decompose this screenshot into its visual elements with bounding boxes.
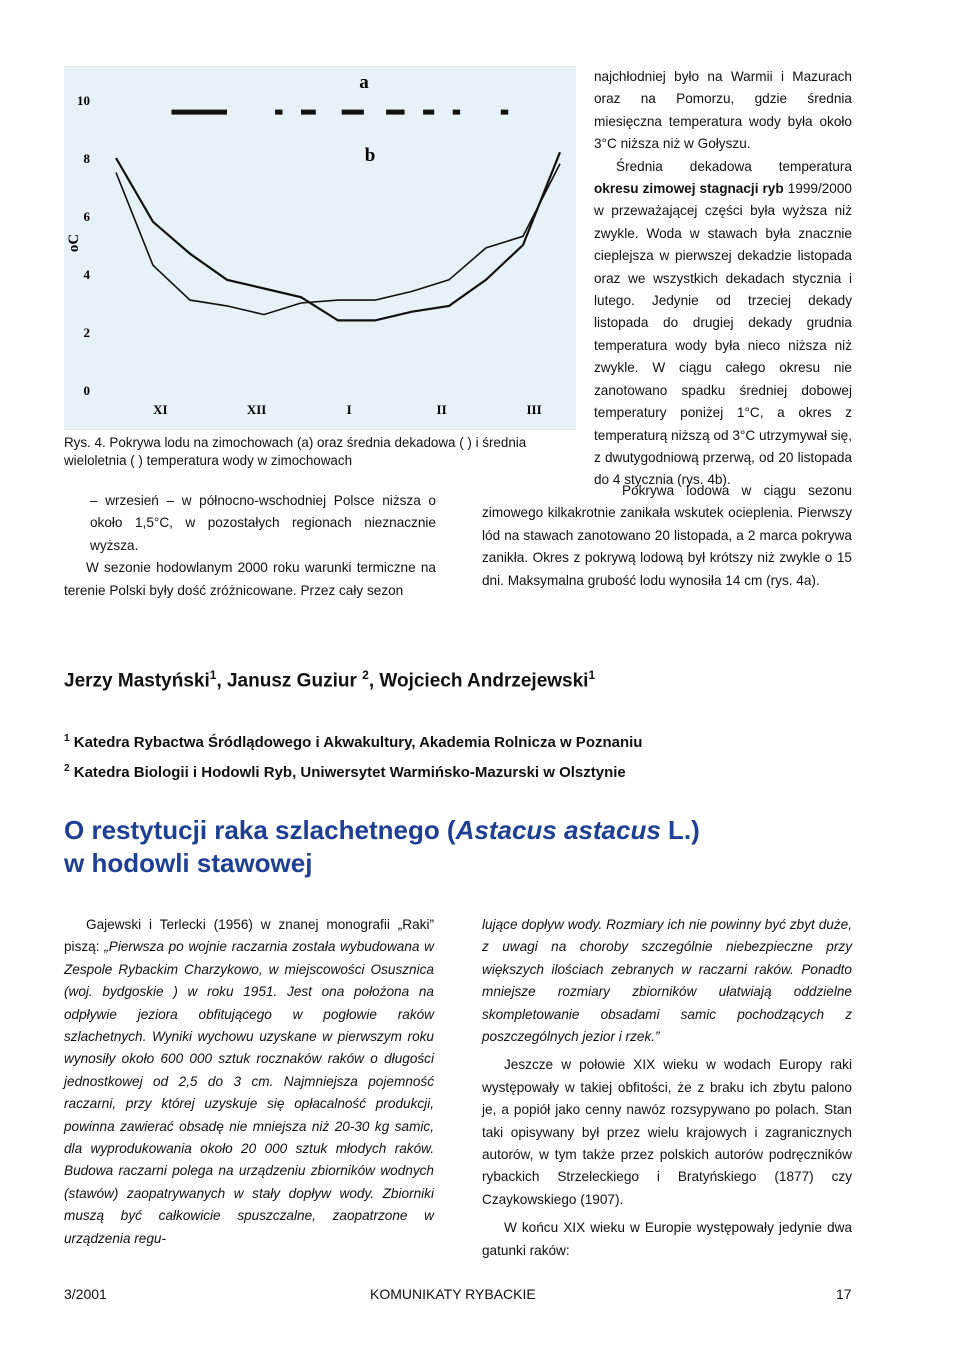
affiliations	[64, 726, 884, 786]
author-1-sup: 1	[209, 668, 217, 682]
affiliation-1-text: Katedra Rybactwa Śródlądowego i Akwakultury, Akademia Rolnicza w Poznaniu	[73, 734, 643, 751]
title-part-1: O restytucji raka szlachetnego (	[64, 815, 456, 845]
footer-journal: KOMUNIKATY RYBACKIE	[370, 1286, 536, 1302]
series-line-decadal	[116, 152, 560, 320]
article-right-paragraph-2: Jeszcze w połowie XIX wieku w wodach Europy raki występowały w takiej obfitości, że z braku ich zbytu palono je, a popiół jako cenny nawóz rozsypywano po polach. Stan taki opisywany był przez wielu krajowych i zagranicznych autorów, w tym także przez polskich autorów podręczników rybackich Strzeleckiego i Bratyńskiego (1877) czy Czaykowskiego (1907).	[482, 1057, 852, 1207]
footer-issue: 3/2001	[64, 1286, 107, 1302]
title-line-2: w hodowli stawowej	[64, 848, 313, 878]
x-tick-label: XI	[153, 402, 168, 417]
author-2-sup: 2	[362, 668, 369, 682]
article-left-quote: „Pierwsza po wojnie raczarnia została wybudowana w Zespole Rybackim Charzykowo, w miejscowości Osusznica (woj. bydgoskie ) w roku 1951. Jest ona położona na odpływie jeziora obfitującego w pogłowie raków szlachetnych. Wyniki wychowu uzyskane w pierwszym roku wynosiły około 600 000 sztuk rocznaków raków o długości jednostkowej od 2,5 do 3 cm. Najmniejsza pojemność raczarni, przy której uzyskuje się opłacalność produkcji, powinna zawierać obsadę nie mniejsza niż 20-30 kg samic, dla wyprodukowania około 20 000 sztuk młodych raków. Budowa raczarni polega na urządzeniu zbiorników wodnych (stawów) zaopatrywanych w stały dopływ wody. Zbiorniki muszą być całkowicie spuszczalne, zaopatrzone w urządzenia regu-	[64, 939, 434, 1246]
p2-start: Średnia dekadowa temperatura	[616, 158, 852, 174]
article-left-column	[64, 914, 434, 1250]
figure-chart-panel	[64, 66, 576, 430]
upper-left-paragraph-1: – wrzesień – w północno-wschodniej Polsce niższa o około 1,5°C, w pozostałych regionach nieznacznie wyższa.	[90, 493, 436, 553]
upper-right-paragraph-3: Pokrywa lodowa w ciągu sezonu zimowego kilkakrotnie zanikała wskutek ocieplenia. Pierwszy lód na stawach zanotowano 20 listopada, a 2 marca pokrywa zanikła. Okres z pokrywą lodową był krótszy niż zwykle o 15 dni. Maksymalna grubość lodu wynosiła 14 cm (rys. 4a).	[482, 483, 852, 588]
upper-right-column	[594, 66, 852, 492]
author-3: , Wojciech Andrzejewski	[368, 670, 589, 692]
upper-right-paragraph-2	[594, 156, 852, 492]
annotation-a: a	[359, 72, 369, 93]
series-line-longterm	[116, 164, 560, 315]
article-title	[64, 814, 884, 880]
y-tick-label: 10	[77, 93, 90, 108]
y-tick-label: 8	[83, 151, 90, 166]
upper-right-wide-block	[482, 480, 852, 592]
affiliation-1-sup: 1	[64, 733, 70, 744]
y-axis-label: oC	[66, 233, 82, 253]
ice-cover-bar	[172, 110, 228, 115]
x-tick-label: II	[436, 402, 447, 417]
article-right-paragraph-3: W końcu XIX wieku w Europie występowały jedynie dwa gatunki raków:	[482, 1220, 852, 1258]
ice-cover-bar	[386, 110, 405, 115]
author-2: , Janusz Guziur	[216, 670, 363, 692]
p2-bold: okresu zimowej stagnacji ryb	[594, 181, 784, 197]
x-tick-label: XII	[246, 402, 267, 417]
title-italic: Astacus astacus	[455, 815, 661, 845]
author-3-sup: 1	[588, 668, 596, 682]
affiliation-2-text: Katedra Biologii i Hodowli Ryb, Uniwersytet Warmińsko-Mazurski w Olsztynie	[73, 764, 626, 781]
ice-cover-bar	[453, 110, 460, 115]
affiliation-1	[64, 726, 884, 756]
upper-left-column	[64, 490, 436, 602]
author-1: Jerzy Mastyński	[64, 670, 210, 692]
article-right-column	[482, 914, 852, 1262]
title-part-2: L.)	[660, 815, 700, 845]
y-tick-label: 2	[83, 325, 90, 340]
y-tick-label: 4	[83, 267, 90, 282]
ice-cover-bar	[501, 110, 508, 115]
title-line-1	[64, 814, 884, 847]
affiliation-2-sup: 2	[64, 763, 70, 774]
x-tick-label: III	[526, 402, 542, 417]
y-tick-label: 6	[83, 209, 90, 224]
article-left-normal: Gajewski i Terlecki (1956) w znanej monografii „Raki” piszą:	[64, 917, 434, 955]
upper-right-paragraph-1: najchłodniej było na Warmii i Mazurach oraz na Pomorzu, gdzie średnia miesięczna temperatura wody była około 3°C niższa niż w Gołyszu.	[594, 69, 852, 152]
article-left-paragraph-1	[64, 914, 434, 1250]
p2-end: 1999/2000 w przeważającej części była wyższa niż zwykle. Woda w stawach była znacznie cieplejsza w pierwszej dekadzie listopada oraz we wszystkich dekadach stycznia i lutego. Jedynie od trzeciej dekady listopada do drugiej dekady grudnia temperatura wody była nieco niższa niż zwykle. W ciągu całego okresu nie zanotowano spadku średniej dobowej temperatury poniżej 1°C, a okres z temperaturą niższą od 3°C utrzymywał się, z dwutygodniową przerwą, od 20 listopada do 4 stycznia (rys. 4b).	[594, 181, 852, 488]
ice-cover-bar	[301, 110, 316, 115]
ice-cover-bar	[423, 110, 434, 115]
chart-svg	[64, 66, 576, 430]
ice-cover-bar	[275, 110, 282, 115]
upper-left-paragraph-2: W sezonie hodowlanym 2000 roku warunki termiczne na terenie Polski były dość zróżnicowane. Przez cały sezon	[64, 560, 436, 598]
article-right-paragraph-1: lujące dopływ wody. Rozmiary ich nie powinny być zbyt duże, z uwagi na choroby szczególnie niebezpieczne przy większych ilościach zebranych w raczarni raków. Ponadto mniejsze rozmiary zbiorników ułatwiają oddzielne skompletowanie obsadami samic pochodzących z poszczególnych jezior i rzek.”	[482, 917, 852, 1045]
y-tick-label: 0	[83, 383, 90, 398]
figure-caption: Rys. 4. Pokrywa lodu na zimochowach (a) oraz średnia dekadowa ( ) i średnia wieloletnia ( ) temperatura wody w zimochowach	[64, 435, 527, 468]
footer-page-number: 17	[836, 1286, 852, 1302]
authors-line	[64, 668, 864, 692]
ice-cover-bar	[342, 110, 364, 115]
affiliation-2	[64, 756, 884, 786]
x-tick-label: I	[346, 402, 352, 417]
annotation-b: b	[364, 145, 376, 166]
